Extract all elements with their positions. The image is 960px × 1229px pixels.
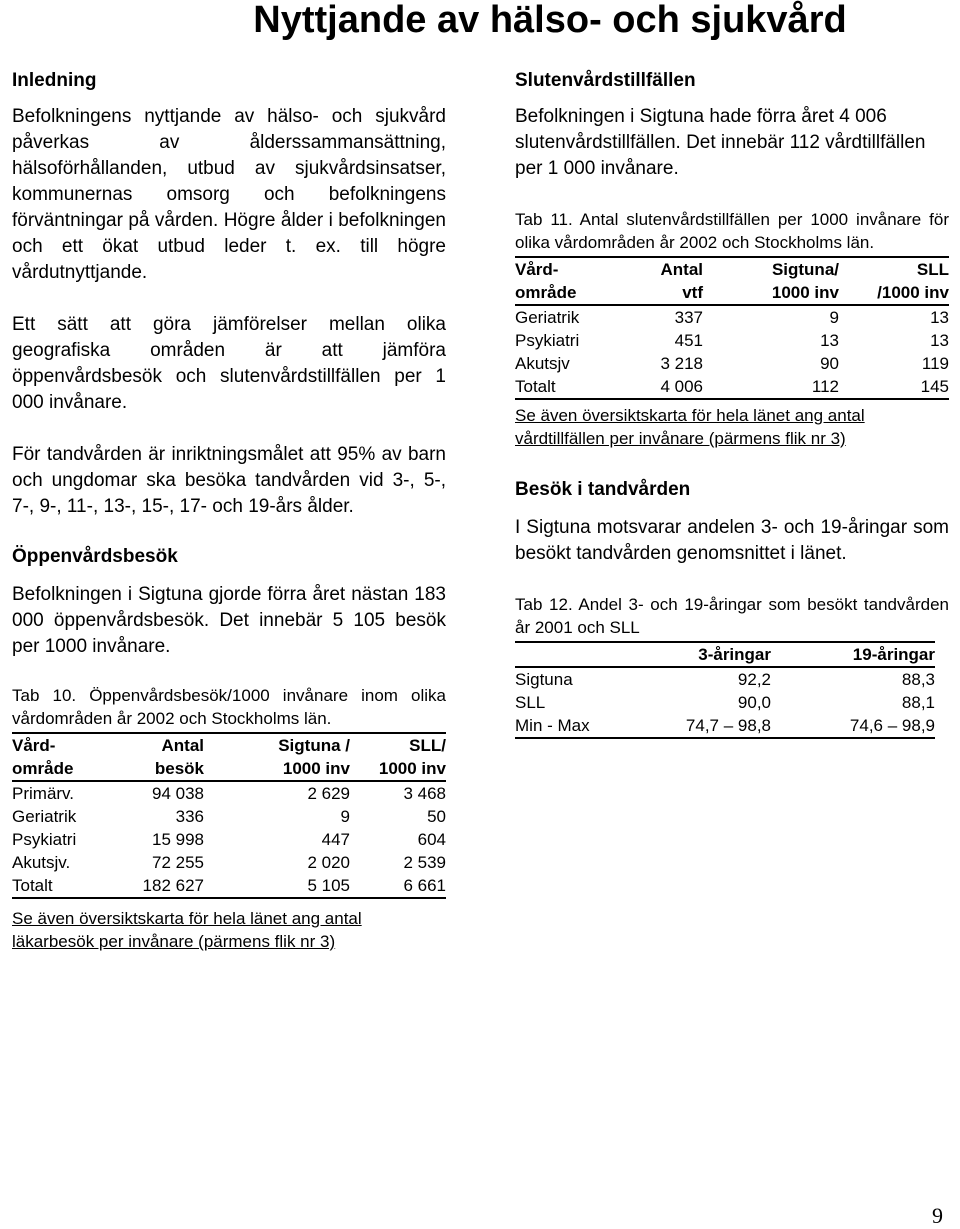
intro-paragraph-1: Befolkningens nyttjande av hälso- och sjukvård påverkas av ålderssammansättning, hälsoförhållanden, utbud av sjukvårdsinsatser, kommunernas omsorg och befolkningens förväntningar på vården. Högre ålder i befolkningen och ett ökat utbud leder t. ex. till högre vårdutnyttjande.: [12, 106, 446, 283]
table-cell: 4 006: [615, 375, 703, 399]
sluten-paragraph: Befolkningen i Sigtuna hade förra året 4 006 slutenvårdstillfällen. Det innebär 112 vårdtillfällen per 1 000 invånare.: [515, 106, 926, 179]
table-cell: 6 661: [350, 874, 446, 898]
table-cell: 451: [674, 331, 703, 350]
table-cell: 13: [930, 331, 949, 350]
table-cell: 13: [820, 331, 839, 350]
table-cell: Primärv.: [12, 784, 75, 803]
table-10-caption: Tab 10. Öppenvårdsbesök/1000 invånare inom olika vårdområden år 2002 och Stockholms län.: [12, 686, 446, 728]
intro-heading: Inledning: [12, 70, 97, 91]
table-12-header: 19-åringar: [771, 642, 935, 667]
table-cell: 3 218: [660, 354, 703, 373]
table-cell: Akutsjv: [515, 354, 570, 373]
table-cell: 145: [839, 375, 949, 399]
table-row: [515, 691, 935, 714]
table-11-header: Sigtuna/: [703, 257, 839, 281]
table-cell: 112: [703, 375, 839, 399]
sluten-heading: Slutenvårdstillfällen: [515, 70, 696, 91]
table-cell: 337: [674, 308, 703, 327]
table-cell: Psykiatri: [12, 830, 77, 849]
oppen-paragraph: Befolkningen i Sigtuna gjorde förra året nästan 183 000 öppenvårdsbesök. Det innebär 5 105 besök per 1000 invånare.: [12, 584, 446, 657]
table-cell: 50: [427, 807, 446, 826]
table-cell: Psykiatri: [515, 331, 580, 350]
table-row: [515, 352, 949, 375]
table-10-header: Sigtuna /: [204, 733, 350, 757]
table-11-header: /1000 inv: [839, 281, 949, 305]
table-cell: SLL: [515, 693, 546, 712]
table-cell: 2 539: [403, 853, 446, 872]
table-11-header: 1000 inv: [703, 281, 839, 305]
table-cell: Totalt: [12, 874, 112, 898]
table-cell: Totalt: [515, 375, 615, 399]
table-11-header: Vård-: [515, 257, 615, 281]
table-10-header-row-2: [12, 757, 446, 781]
table-10-header: Antal: [112, 733, 204, 757]
table-cell: 3 468: [403, 784, 446, 803]
page-number: 9: [932, 1203, 943, 1228]
table-row: [515, 329, 949, 352]
table-row-total: [12, 874, 446, 898]
oppen-heading: Öppenvårdsbesök: [12, 546, 178, 567]
table-10-header: SLL/: [350, 733, 446, 757]
table-11-note: Se även översiktskarta för hela länet ang antal vårdtillfällen per invånare (pärmens flik nr 3): [515, 406, 865, 448]
table-11-header-row-1: [515, 257, 949, 281]
table-cell: 2 629: [307, 784, 350, 803]
table-cell: 336: [175, 807, 204, 826]
table-12-header: [515, 642, 625, 667]
table-row-total: [515, 375, 949, 399]
table-row: [12, 851, 446, 874]
table-11-header: Antal: [615, 257, 703, 281]
table-12-header: 3-åringar: [625, 642, 771, 667]
table-row: [515, 714, 935, 738]
table-cell: 447: [321, 830, 350, 849]
table-11-header-row-2: [515, 281, 949, 305]
table-cell: 2 020: [307, 853, 350, 872]
page-title: Nyttjande av hälso- och sjukvård: [253, 0, 847, 41]
table-11-header: vtf: [615, 281, 703, 305]
table-cell: 92,2: [737, 670, 771, 689]
table-row: [12, 828, 446, 851]
table-cell: 13: [930, 308, 949, 327]
table-12-header-row: [515, 642, 935, 667]
table-10-note: Se även översiktskarta för hela länet ang antal läkarbesök per invånare (pärmens flik nr 3): [12, 909, 362, 951]
table-cell: 72 255: [152, 853, 204, 872]
table-10: [12, 732, 446, 899]
table-row: [12, 805, 446, 828]
table-cell: 9: [340, 807, 350, 826]
table-10-header: Vård-: [12, 733, 112, 757]
table-cell: 9: [829, 308, 839, 327]
table-cell: 74,7 – 98,8: [625, 714, 771, 738]
table-cell: 90: [820, 354, 839, 373]
intro-paragraph-2: Ett sätt att göra jämförelser mellan olika geografiska områden är att jämföra öppenvårdsbesök och slutenvårdstillfällen per 1 000 invånare.: [12, 314, 446, 413]
table-cell: 94 038: [152, 784, 204, 803]
table-cell: 15 998: [152, 830, 204, 849]
tand-paragraph: I Sigtuna motsvarar andelen 3- och 19-åringar som besökt tandvården genomsnittet i länet.: [515, 517, 949, 564]
table-11-header: SLL: [839, 257, 949, 281]
table-cell: 119: [921, 354, 949, 373]
table-row: [515, 305, 949, 329]
table-cell: 88,3: [901, 670, 935, 689]
table-cell: 88,1: [901, 693, 935, 712]
table-12-caption: Tab 12. Andel 3- och 19-åringar som besökt tandvården år 2001 och SLL: [515, 595, 949, 637]
left-column: [12, 64, 446, 953]
table-cell: Geriatrik: [515, 308, 580, 327]
table-cell: 182 627: [112, 874, 204, 898]
table-cell: 5 105: [204, 874, 350, 898]
table-cell: Geriatrik: [12, 807, 77, 826]
intro-paragraph-3: För tandvården är inriktningsmålet att 95% av barn och ungdomar ska besöka tandvården vid 3-, 5-, 7-, 9-, 11-, 13-, 15-, 17- och 19-års ålder.: [12, 444, 446, 517]
table-cell: 604: [417, 830, 446, 849]
right-column: [515, 64, 949, 739]
table-10-header-row-1: [12, 733, 446, 757]
table-cell: Min - Max: [515, 714, 625, 738]
table-12: [515, 641, 935, 739]
table-11: [515, 256, 949, 400]
table-10-header: besök: [112, 757, 204, 781]
table-cell: Akutsjv.: [12, 853, 71, 872]
table-10-header: 1000 inv: [350, 757, 446, 781]
table-row: [12, 781, 446, 805]
table-10-header: 1000 inv: [204, 757, 350, 781]
table-cell: 90,0: [737, 693, 771, 712]
table-cell: 74,6 – 98,9: [771, 714, 935, 738]
table-row: [515, 667, 935, 691]
tand-heading: Besök i tandvården: [515, 479, 691, 500]
table-cell: Sigtuna: [515, 670, 573, 689]
table-11-header: område: [515, 281, 615, 305]
table-10-header: område: [12, 757, 112, 781]
table-11-caption: Tab 11. Antal slutenvårdstillfällen per 1000 invånare för olika vårdområden år 2002 och Stockholms län.: [515, 210, 949, 252]
